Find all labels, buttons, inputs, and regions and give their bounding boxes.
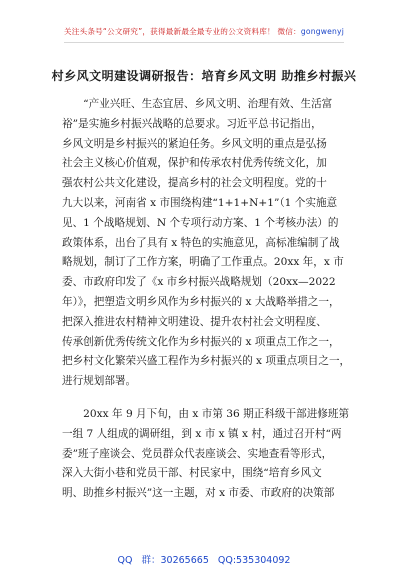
text-line: 一组 7 人组成的调研组，到 x 市 x 镇 x 村，通过召开村“两 [62,427,342,440]
banner-text: 关注头条号“公文研究”，获得最新最全最专业的公文资料库！ 微信： [63,27,301,36]
paragraph-gap [62,392,354,405]
text-line: 乡风文明是乡村振兴的紧迫任务。乡风文明的重点是弘扬 [62,137,327,150]
text-line: 把深入推进农村精神文明建设、提升农村社会文明程度、 [62,315,327,328]
top-banner [0,26,408,37]
text-line: 政策体系，出台了具有 x 特色的实施意见，高标准编制了战 [62,236,340,249]
text-line: 明、助推乡村振兴”这一主题，对 x 市委、市政府的决策部 [62,487,335,500]
text-line: 进行规划部署。 [62,375,137,388]
paragraph-1 [62,95,354,392]
text-line: 见、1 个战略规划、N 个专项行动方案、1 个考核办法）的 [62,216,339,229]
text-line: 委”班子座谈会、党员群众代表座谈会、实地查看等形式， [62,447,333,460]
footer-contact [0,552,408,566]
wechat-id: gongwenyj [300,27,345,36]
header-divider [64,42,344,43]
text-line: 年）》，把塑造文明乡风作为乡村振兴的 x 大战略举措之一， [62,295,340,308]
text-line: 20xx 年 9 月下旬，由 x 市第 36 期正科级干部进修班第 [62,407,350,420]
text-line: 九大以来，河南省 x 市围绕构建“1+1+N+1”（1 个实施意 [62,196,338,209]
text-line: “产业兴旺、生态宜居、乡风文明、治理有效、生活富 [62,98,333,110]
document-body [62,95,354,504]
text-line: 传承创新优秀传统文化作为乡村振兴的 x 项重点工作之一， [62,335,340,348]
text-line: 深入大街小巷和党员干部、村民家中，围绕“培育乡风文 [62,467,322,480]
document-title: 村乡风文明建设调研报告：培育乡风文明 助推乡村振兴 [51,69,357,83]
text-line: 裕”是实施乡村振兴战略的总要求。习近平总书记指出， [62,117,322,130]
footer-qq-group: QQ 群：30265665 [117,555,209,566]
text-line: 略规划，制订了工作方案，明确了工作重点。20xx 年，x 市 [62,256,344,269]
text-line: 社会主义核心价值观，保护和传承农村优秀传统文化，加 [62,157,327,170]
footer-qq: QQ:535304092 [217,555,291,566]
paragraph-2 [62,405,354,504]
text-line: 委、市政府印发了《x 市乡村振兴战略规划（20xx—2022 [62,276,336,289]
text-line: 把乡村文化繁荣兴盛工程作为乡村振兴的 x 项重点项目之一， [62,355,351,368]
text-line: 强农村公共文化建设，提高乡村的社会文明程度。党的十 [62,177,327,190]
